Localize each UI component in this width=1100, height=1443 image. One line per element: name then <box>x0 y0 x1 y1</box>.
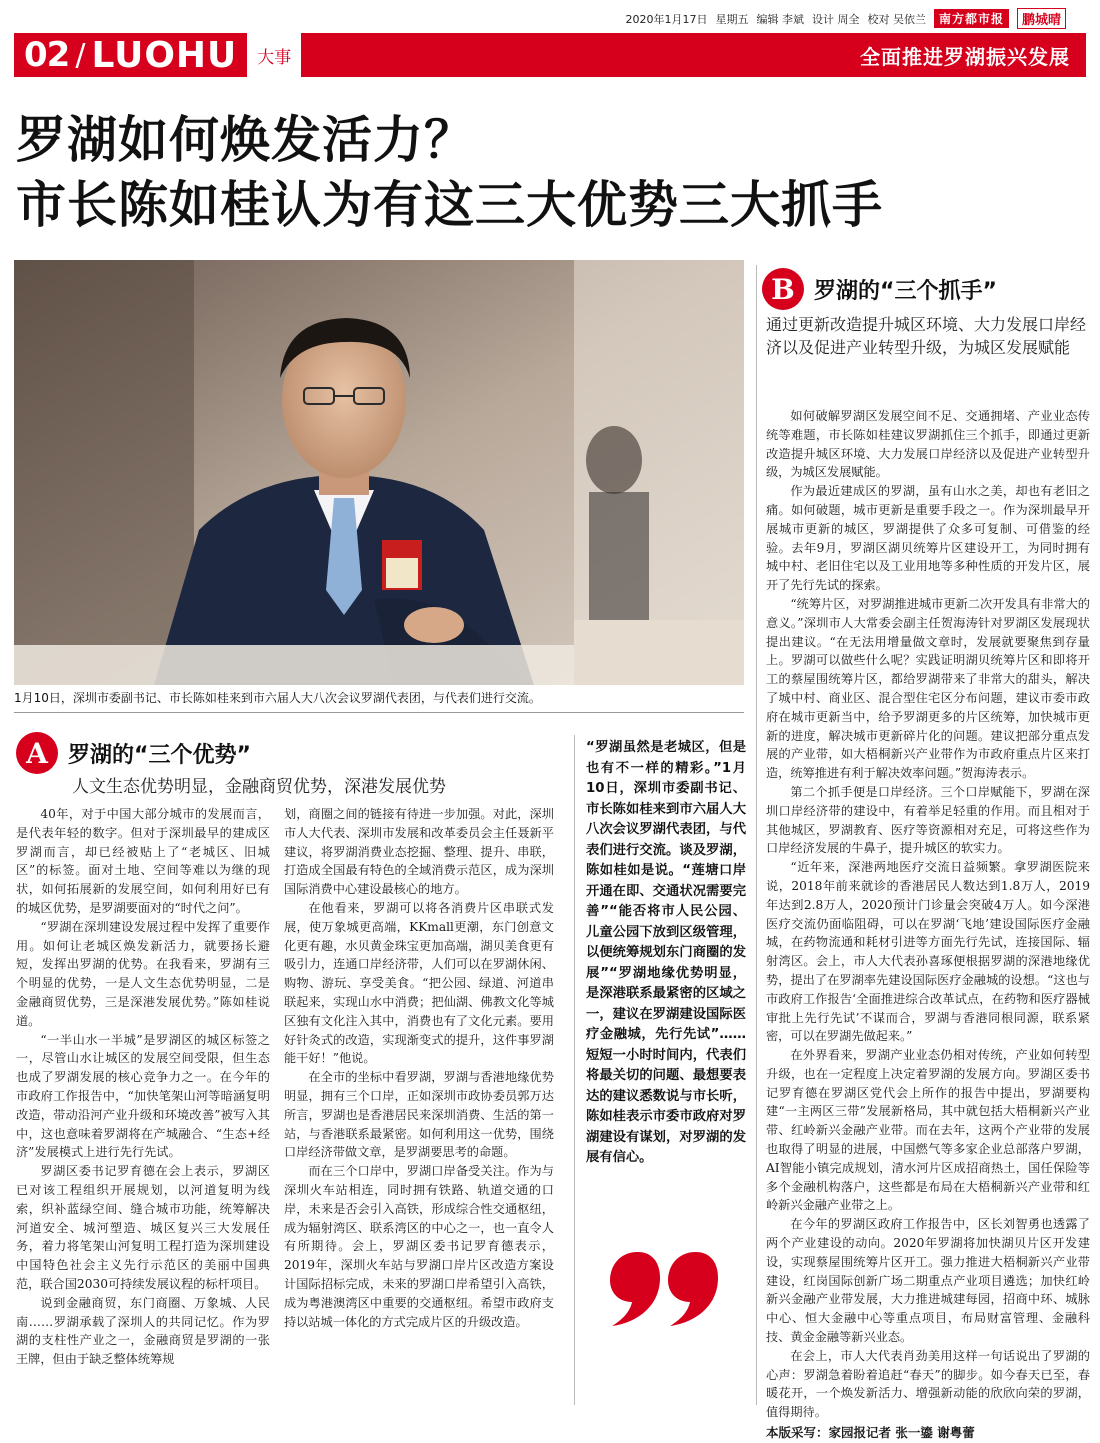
section-tag: 大事 <box>247 33 301 77</box>
section-a-paragraph: “罗湖在深圳建设发展过程中发挥了重要作用。如何让老城区焕发新活力，就要扬长避短，发挥出罗湖的优势。在我看来，罗湖有三个明显的优势，一是人文生态优势明显，二是金融商贸优势，三是深港发展优势。”陈如桂说道。 <box>16 919 270 1028</box>
section-b-title: 罗湖的“三个抓手” <box>814 278 997 304</box>
section-a-paragraph: 而在三个口岸中，罗湖口岸备受关注。作为与深圳火车站相连，同时拥有铁路、轨道交通的口岸，未来是否会引入高铁，形成综合性交通枢纽，成为辐射湾区、联系湾区的中心之一，也一直令人有所期待。会上，罗湖区委书记罗育德表示，2019年，深圳火车站与罗湖口岸片区改造方案设计国际招标完成，未来的罗湖口岸希望引入高铁，成为粤港澳湾区中重要的交通枢纽。希望市政府支持以站城一体化的方式完成片区的升级改造。 <box>284 1164 554 1329</box>
issue-date: 2020年1月17日 <box>625 12 708 26</box>
section-a-paragraph: 划，商圈之间的链接有待进一步加强。对此，深圳市人大代表、深圳市发展和改革委员会主任聂新平建议，将罗湖消费业态挖掘、整理、提升、串联，打造成全国最有特色的全域消费示范区，成为深圳国际消费中心建设最核心的地方。 <box>284 807 554 897</box>
section-a-title: 罗湖的“三个优势” <box>68 742 251 768</box>
photo-illustration <box>14 260 744 685</box>
section-a-column-1 <box>16 805 270 1369</box>
section-banner <box>14 33 1086 77</box>
section-b-paragraph: 作为最近建成区的罗湖，虽有山水之美，却也有老旧之痛。如何破题，城市更新是重要手段之一。作为深圳最早开展城市更新的城区，罗湖提供了众多可复制、可借鉴的经验。去年9月，罗湖区湖贝统筹片区建设开工，为同时拥有城中村、老旧住宅以及工业用地等多种性质的开发片区，展开了先行先试的探索。 <box>766 484 1090 593</box>
newspaper-logo: 南方都市报 <box>934 9 1009 28</box>
issue-weekday: 星期五 <box>715 12 749 26</box>
section-b-paragraph: 如何破解罗湖区发展空间不足、交通拥堵、产业业态传统等难题，市长陈如桂建议罗湖抓住三个抓手，即通过更新改造提升城区环境、大力发展口岸经济以及促进产业转型升级，为城区发展赋能。 <box>766 409 1090 480</box>
section-b-badge: B <box>762 268 804 310</box>
section-a-badge: A <box>16 732 58 774</box>
column-divider <box>574 735 575 1405</box>
designer-credit: 设计 周全 <box>811 12 860 26</box>
section-b-paragraph: 在会上，市人大代表肖劲美用这样一句话说出了罗湖的心声：罗湖急着盼着追赶“春天”的脚步。如今春天已至，春暖花开，一个焕发新活力、增强新动能的欣欣向荣的罗湖，值得期待。 <box>766 1348 1090 1420</box>
section-b-paragraph: 第二个抓手便是口岸经济。三个口岸赋能下，罗湖在深圳口岸经济带的建设中，有着举足轻重的作用。而且相对于其他城区，罗湖教育、医疗等资源相对充足，可将这些作为口岸经济发展的牛鼻子，提升城区的软实力。 <box>766 784 1090 856</box>
section-a-paragraph: 罗湖区委书记罗育德在会上表示，罗湖区已对该工程组织开展规划，以河道复明为线索，织补蓝绿空间、缝合城市功能，统筹解决河道安全、城河塑造、城区复兴三大发展任务，着力将笔架山河复明工程打造为深圳建设中国特色社会主义先行示范区的美丽中国典范，联合国2030可持续发展议程的标杆项目。 <box>16 1164 270 1291</box>
section-a-column-2 <box>284 805 554 1331</box>
banner-slogan: 全面推进罗湖振兴发展 <box>860 44 1070 69</box>
byline: 本版采写：家园报记者 张一鎏 谢粤蕾 <box>766 1425 975 1441</box>
editor-credit: 编辑 李斌 <box>756 12 804 26</box>
section-b-paragraph: “统筹片区，对罗湖推进城市更新二次开发具有非常大的意义。”深圳市人大常委会副主任贺海涛针对罗湖区发展现状提出建议。“在无法用增量做文章时，发展就要聚焦到存量上。罗湖可以做些什么呢？实践证明湖贝统筹片区和即将开工的蔡屋围统筹片区，都给罗湖带来了非常大的甜头，解决了城中村、商业区、混合型住宅区分布问题，建议市委市政府在城市更新当中，给予罗湖更多的片区统筹，加快城市更新的进度，解决城市更新碎片化的问题。建议把部分重点发展的产业带，如大梧桐新兴产业带作为市政府重点片区来打造，统筹推进有利于解决效率问题。”贺海涛表示。 <box>766 596 1090 781</box>
pull-quote: “罗湖虽然是老城区，但是也有不一样的精彩。”1月10日，深圳市委副书记、市长陈如桂来到市六届人大八次会议罗湖代表团，与代表们进行交流。谈及罗湖，陈如桂如是说。“莲塘口岸开通在即、交通状况需要完善”“能否将市人民公园、儿童公园下放到区级管理，以便统筹规划东门商圈的发展”“罗湖地缘优势明显，是深港联系最紧密的区域之一，建议在罗湖建设国际医疗金融城，先行先试”……短短一小时时间内，代表们将最关切的问题、最想要表达的建议悉数说与市长听，陈如桂表示市委市政府对罗湖建设有谋划，对罗湖的发展有信心。 <box>586 740 746 1165</box>
section-name: LUOHU <box>91 34 238 76</box>
slash-divider: / <box>75 37 86 73</box>
section-b-paragraph: 在今年的罗湖区政府工作报告中，区长刘智勇也透露了两个产业建设的动向。2020年罗湖将加快湖贝片区开发建设，实现蔡屋围统筹片区开工。强力推进大梧桐新兴产业带建设，红岗国际创新广场二期重点产业项目遴选；加快红岭新兴金融产业带发展，大力推进城建每园，招商中环、城脉中心、恒大金融中心等重点项目，布局财富管理、金融科技、黄金金融等新兴业态。 <box>766 1217 1090 1345</box>
section-a-paragraph: 40年，对于中国大部分城市的发展而言，是代表年轻的数字。但对于深圳最早的建成区罗湖而言，却已经被贴上了“老城区、旧城区”的标签。面对土地、空间等难以为继的现状，如何拓展新的发展空间，如何利用好已有的城区优势，是罗湖要面对的“时代之问”。 <box>16 807 270 915</box>
section-b-header <box>762 268 997 310</box>
section-b-subtitle: 通过更新改造提升城区环境、大力发展口岸经济以及促进产业转型升级，为城区发展赋能 <box>766 315 1087 357</box>
section-b-paragraph: 在外界看来，罗湖产业业态仍相对传统，产业如何转型升级，也在一定程度上决定着罗湖的发展方向。罗湖区委书记罗育德在罗湖区党代会上所作的报告中提出，罗湖要构建“一主两区三带”发展新格局，其中就包括大梧桐新兴产业带、红岭新兴金融产业带。而在去年，这两个产业带的发展也取得了明显的进展，中国燃气等多家企业总部落户罗湖，AI智能小镇完成规划，清水河片区成招商热土，国任保险等多个金融机构落户，这些都是布局在大梧桐新兴产业带和红岭新兴金融产业带之上。 <box>766 1048 1090 1213</box>
headline-line-2: 市长陈如桂认为有这三大优势三大抓手 <box>16 176 883 234</box>
section-a-paragraph: 在全市的坐标中看罗湖，罗湖与香港地缘优势明显，拥有三个口岸，正如深圳市政协委员郭万达所言，罗湖也是香港居民来深圳消费、生活的第一站，与香港联系最紧密。如何利用这一优势，围绕口岸经济带做文章，是罗湖要思考的命题。 <box>284 1070 554 1160</box>
quote-mark-icon <box>610 1250 720 1330</box>
section-a-subtitle: 人文生态优势明显，金融商贸优势，深港发展优势 <box>72 777 446 797</box>
section-a-header <box>16 732 251 774</box>
column-divider <box>756 265 757 1405</box>
top-info-bar <box>625 8 1066 29</box>
section-a-paragraph: “一半山水一半城”是罗湖区的城区标签之一，尽管山水让城区的发展空间受限，但生态也成了罗湖发展的核心竞争力之一。在今年的市政府工作报告中，“加快笔架山河等暗涵复明改造，带动沿河产业升级和环境改善”被写入其中，这也意味着罗湖将在产城融合、“生态+经济”发展模式上进行先行先试。 <box>16 1032 270 1160</box>
proofreader-credit: 校对 吴依兰 <box>867 12 926 26</box>
page-number: 02 <box>24 35 70 75</box>
section-brand-logo: 鹏城晴 <box>1017 8 1066 29</box>
section-b-body <box>766 407 1090 1443</box>
headline-line-1: 罗湖如何焕发活力？ <box>16 111 475 169</box>
section-a-paragraph: 在他看来，罗湖可以将各消费片区串联式发展，使万象城更高端，KKmall更潮，东门创意文化更有趣，水贝黄金珠宝更加高端，湖贝美食更有吸引力，连通口岸经济带，人们可以在罗湖休闲、购物、游玩、享受美食。“把公园、绿道、河道串联起来，实现山水中消费；把仙湖、佛教文化等城区独有文化注入其中，消费也有了文化元素。要用好针灸式的改造，实现渐变式的提升，这件事罗湖能干好！”他说。 <box>284 900 554 1066</box>
photo-caption: 1月10日，深圳市委副书记、市长陈如桂来到市六届人大八次会议罗湖代表团，与代表们进行交流。 <box>14 688 744 713</box>
news-photo <box>14 260 744 685</box>
section-a-paragraph: 说到金融商贸，东门商圈、万象城、人民南……罗湖承载了深圳人的共同记忆。作为罗湖的支柱性产业之一，金融商贸是罗湖的一张王牌，但由于缺乏整体统筹规 <box>16 1295 270 1367</box>
section-b-paragraph: “近年来，深港两地医疗交流日益频繁。拿罗湖医院来说，2018年前来就诊的香港居民人数达到1.8万人，2019年达到2.8万人，2020预计门诊量会突破4万人。如今深港医疗交流仍面临阻碍，可以在罗湖‘飞地’建设国际医疗金融城，在药物流通和耗材引进等方面先行先试，连接国际、辐射湾区。会上，市人大代表孙喜琢便根据罗湖的深港地缘优势，提出了在罗湖率先建设国际医疗金融城的设想。“这也与市政府工作报告‘全面推进综合改革试点，在药物和医疗器械审批上先行先试’不谋而合，罗湖与香港同根同源，联系紧密，可以在罗湖先做起来。” <box>766 860 1090 1044</box>
headline <box>16 108 1086 238</box>
